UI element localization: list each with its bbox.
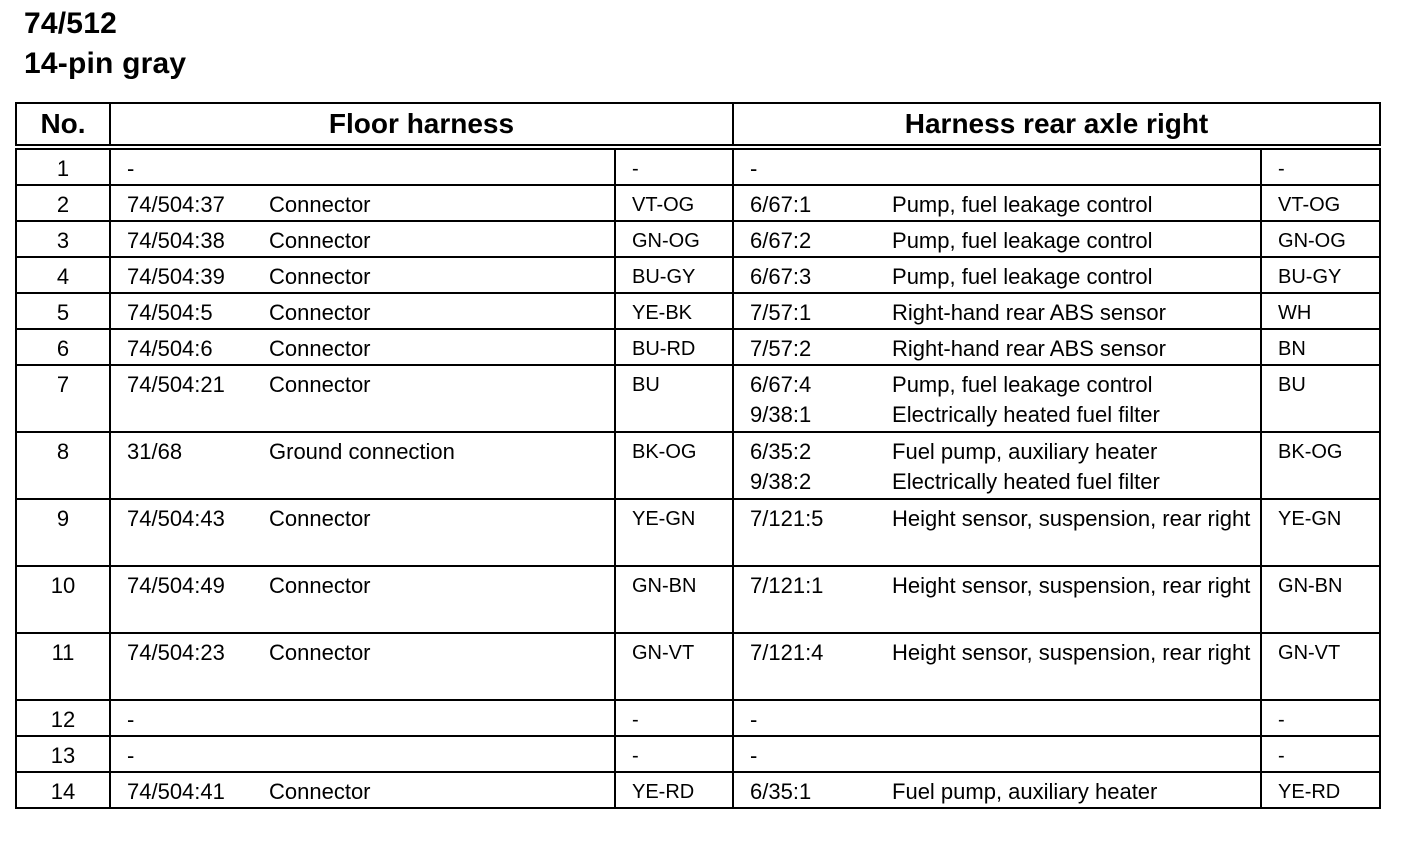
rear-location: - bbox=[750, 707, 758, 732]
rear-harness-cell bbox=[733, 147, 1261, 185]
floor-harness-cell bbox=[110, 633, 615, 700]
pin-number: 5 bbox=[16, 293, 110, 329]
pin-number: 6 bbox=[16, 329, 110, 365]
rear-entry bbox=[750, 262, 1260, 292]
rear-wire-color: - bbox=[1261, 736, 1380, 772]
floor-wire-color: - bbox=[615, 147, 733, 185]
floor-description: Connector bbox=[269, 336, 371, 361]
floor-harness-cell bbox=[110, 293, 615, 329]
pin-number: 7 bbox=[16, 365, 110, 432]
rear-entry bbox=[750, 190, 1260, 220]
rear-entry bbox=[750, 370, 1260, 400]
pin-number: 4 bbox=[16, 257, 110, 293]
floor-description: Connector bbox=[269, 192, 371, 217]
floor-location: - bbox=[127, 156, 135, 181]
rear-entry bbox=[750, 571, 1260, 601]
rear-description: Fuel pump, auxiliary heater bbox=[892, 439, 1158, 464]
floor-harness-cell bbox=[110, 147, 615, 185]
table-row bbox=[16, 772, 1380, 808]
rear-harness-cell bbox=[733, 772, 1261, 808]
rear-location: 7/57:1 bbox=[750, 300, 812, 325]
rear-description bbox=[892, 154, 1260, 184]
rear-description: Height sensor, suspension, rear right bbox=[892, 640, 1251, 665]
rear-harness-cell bbox=[733, 185, 1261, 221]
table-row bbox=[16, 566, 1380, 633]
rear-entry bbox=[750, 741, 1260, 771]
rear-wire-color: GN-BN bbox=[1261, 566, 1380, 633]
floor-description: Connector bbox=[269, 506, 371, 531]
table-body bbox=[16, 147, 1380, 808]
floor-location: - bbox=[127, 743, 135, 768]
rear-entry bbox=[750, 154, 1260, 184]
floor-harness-cell bbox=[110, 365, 615, 432]
connector-id-title: 74/512 bbox=[24, 7, 117, 40]
rear-wire-color: BN bbox=[1261, 329, 1380, 365]
rear-wire-color: BU-GY bbox=[1261, 257, 1380, 293]
rear-location: 6/67:2 bbox=[750, 228, 812, 253]
floor-wire-color: BU-GY bbox=[615, 257, 733, 293]
rear-harness-cell bbox=[733, 257, 1261, 293]
floor-wire-color: VT-OG bbox=[615, 185, 733, 221]
floor-harness-cell bbox=[110, 700, 615, 736]
rear-entry bbox=[750, 467, 1260, 497]
table-row bbox=[16, 185, 1380, 221]
rear-harness-cell bbox=[733, 566, 1261, 633]
rear-location: 9/38:1 bbox=[750, 402, 812, 427]
floor-wire-color: YE-RD bbox=[615, 772, 733, 808]
rear-location: 6/35:2 bbox=[750, 439, 812, 464]
header-floor-harness: Floor harness bbox=[110, 103, 733, 147]
floor-wire-color: BK-OG bbox=[615, 432, 733, 499]
rear-wire-color: VT-OG bbox=[1261, 185, 1380, 221]
rear-location: 9/38:2 bbox=[750, 469, 812, 494]
rear-entry bbox=[750, 334, 1260, 364]
table-row bbox=[16, 633, 1380, 700]
rear-location: 6/67:1 bbox=[750, 192, 812, 217]
header-harness-rear-axle-right: Harness rear axle right bbox=[733, 103, 1380, 147]
rear-description: Pump, fuel leakage control bbox=[892, 228, 1153, 253]
table-row bbox=[16, 365, 1380, 432]
rear-entry bbox=[750, 400, 1260, 430]
rear-description bbox=[892, 705, 1260, 735]
rear-description bbox=[892, 741, 1260, 771]
pin-number: 8 bbox=[16, 432, 110, 499]
rear-wire-color: WH bbox=[1261, 293, 1380, 329]
floor-description: Connector bbox=[269, 372, 371, 397]
floor-location: 74/504:37 bbox=[127, 192, 225, 217]
rear-location: 7/121:5 bbox=[750, 506, 824, 531]
floor-harness-cell bbox=[110, 432, 615, 499]
rear-description: Pump, fuel leakage control bbox=[892, 264, 1153, 289]
floor-harness-cell bbox=[110, 221, 615, 257]
rear-description: Height sensor, suspension, rear right bbox=[892, 573, 1251, 598]
rear-harness-cell bbox=[733, 499, 1261, 566]
rear-harness-cell bbox=[733, 329, 1261, 365]
connector-type-title: 14-pin gray bbox=[24, 47, 187, 80]
rear-wire-color: GN-VT bbox=[1261, 633, 1380, 700]
rear-entry bbox=[750, 638, 1260, 668]
pin-number: 2 bbox=[16, 185, 110, 221]
rear-wire-color: GN-OG bbox=[1261, 221, 1380, 257]
floor-location: 74/504:43 bbox=[127, 506, 225, 531]
floor-description: Ground connection bbox=[269, 439, 455, 464]
floor-location: 74/504:23 bbox=[127, 640, 225, 665]
pin-number: 9 bbox=[16, 499, 110, 566]
table-row bbox=[16, 432, 1380, 499]
pin-number: 13 bbox=[16, 736, 110, 772]
floor-location: 31/68 bbox=[127, 439, 183, 464]
rear-description: Right-hand rear ABS sensor bbox=[892, 336, 1166, 361]
floor-location: 74/504:49 bbox=[127, 573, 225, 598]
rear-entry bbox=[750, 298, 1260, 328]
floor-description: Connector bbox=[269, 779, 371, 804]
rear-harness-cell bbox=[733, 736, 1261, 772]
rear-entry bbox=[750, 777, 1260, 807]
floor-wire-color: YE-GN bbox=[615, 499, 733, 566]
floor-location: 74/504:5 bbox=[127, 300, 213, 325]
floor-harness-cell bbox=[110, 736, 615, 772]
floor-wire-color: YE-BK bbox=[615, 293, 733, 329]
floor-wire-color: BU bbox=[615, 365, 733, 432]
floor-harness-cell bbox=[110, 257, 615, 293]
floor-location: - bbox=[127, 707, 135, 732]
rear-location: 6/67:4 bbox=[750, 372, 812, 397]
floor-location: 74/504:41 bbox=[127, 779, 225, 804]
rear-description: Electrically heated fuel filter bbox=[892, 402, 1160, 427]
table-row bbox=[16, 293, 1380, 329]
floor-description: Connector bbox=[269, 573, 371, 598]
floor-description: Connector bbox=[269, 228, 371, 253]
pin-number: 3 bbox=[16, 221, 110, 257]
rear-description: Pump, fuel leakage control bbox=[892, 372, 1153, 397]
floor-harness-cell bbox=[110, 329, 615, 365]
pin-number: 1 bbox=[16, 147, 110, 185]
floor-description: Connector bbox=[269, 264, 371, 289]
rear-description: Electrically heated fuel filter bbox=[892, 469, 1160, 494]
rear-location: - bbox=[750, 743, 758, 768]
rear-description: Pump, fuel leakage control bbox=[892, 192, 1153, 217]
pin-number: 12 bbox=[16, 700, 110, 736]
floor-description: Connector bbox=[269, 640, 371, 665]
floor-harness-cell bbox=[110, 566, 615, 633]
rear-location: 6/35:1 bbox=[750, 779, 812, 804]
table-row bbox=[16, 221, 1380, 257]
rear-wire-color: - bbox=[1261, 147, 1380, 185]
table-row bbox=[16, 736, 1380, 772]
floor-description: Connector bbox=[269, 300, 371, 325]
rear-location: 7/57:2 bbox=[750, 336, 812, 361]
header-no: No. bbox=[16, 103, 110, 147]
rear-wire-color: BU bbox=[1261, 365, 1380, 432]
table-header-row bbox=[16, 103, 1380, 147]
floor-location: 74/504:39 bbox=[127, 264, 225, 289]
floor-wire-color: - bbox=[615, 700, 733, 736]
floor-harness-cell bbox=[110, 185, 615, 221]
floor-wire-color: BU-RD bbox=[615, 329, 733, 365]
pin-number: 11 bbox=[16, 633, 110, 700]
rear-entry bbox=[750, 504, 1260, 534]
floor-wire-color: - bbox=[615, 736, 733, 772]
rear-harness-cell bbox=[733, 221, 1261, 257]
rear-location: 7/121:4 bbox=[750, 640, 824, 665]
table-row bbox=[16, 147, 1380, 185]
floor-harness-cell bbox=[110, 499, 615, 566]
floor-wire-color: GN-VT bbox=[615, 633, 733, 700]
pin-number: 10 bbox=[16, 566, 110, 633]
pin-assignment-table bbox=[15, 102, 1381, 809]
rear-wire-color: BK-OG bbox=[1261, 432, 1380, 499]
table-row bbox=[16, 700, 1380, 736]
rear-wire-color: - bbox=[1261, 700, 1380, 736]
rear-location: - bbox=[750, 156, 758, 181]
rear-description: Height sensor, suspension, rear right bbox=[892, 506, 1251, 531]
rear-entry bbox=[750, 226, 1260, 256]
floor-wire-color: GN-BN bbox=[615, 566, 733, 633]
rear-wire-color: YE-RD bbox=[1261, 772, 1380, 808]
rear-description: Fuel pump, auxiliary heater bbox=[892, 779, 1158, 804]
rear-location: 7/121:1 bbox=[750, 573, 824, 598]
rear-entry bbox=[750, 705, 1260, 735]
rear-harness-cell bbox=[733, 700, 1261, 736]
table-row bbox=[16, 329, 1380, 365]
rear-harness-cell bbox=[733, 293, 1261, 329]
rear-harness-cell bbox=[733, 365, 1261, 432]
floor-wire-color: GN-OG bbox=[615, 221, 733, 257]
rear-location: 6/67:3 bbox=[750, 264, 812, 289]
rear-entry bbox=[750, 437, 1260, 467]
pin-number: 14 bbox=[16, 772, 110, 808]
rear-wire-color: YE-GN bbox=[1261, 499, 1380, 566]
rear-description: Right-hand rear ABS sensor bbox=[892, 300, 1166, 325]
floor-harness-cell bbox=[110, 772, 615, 808]
table-row bbox=[16, 499, 1380, 566]
floor-location: 74/504:21 bbox=[127, 372, 225, 397]
floor-location: 74/504:38 bbox=[127, 228, 225, 253]
floor-location: 74/504:6 bbox=[127, 336, 213, 361]
rear-harness-cell bbox=[733, 633, 1261, 700]
rear-harness-cell bbox=[733, 432, 1261, 499]
table-row bbox=[16, 257, 1380, 293]
